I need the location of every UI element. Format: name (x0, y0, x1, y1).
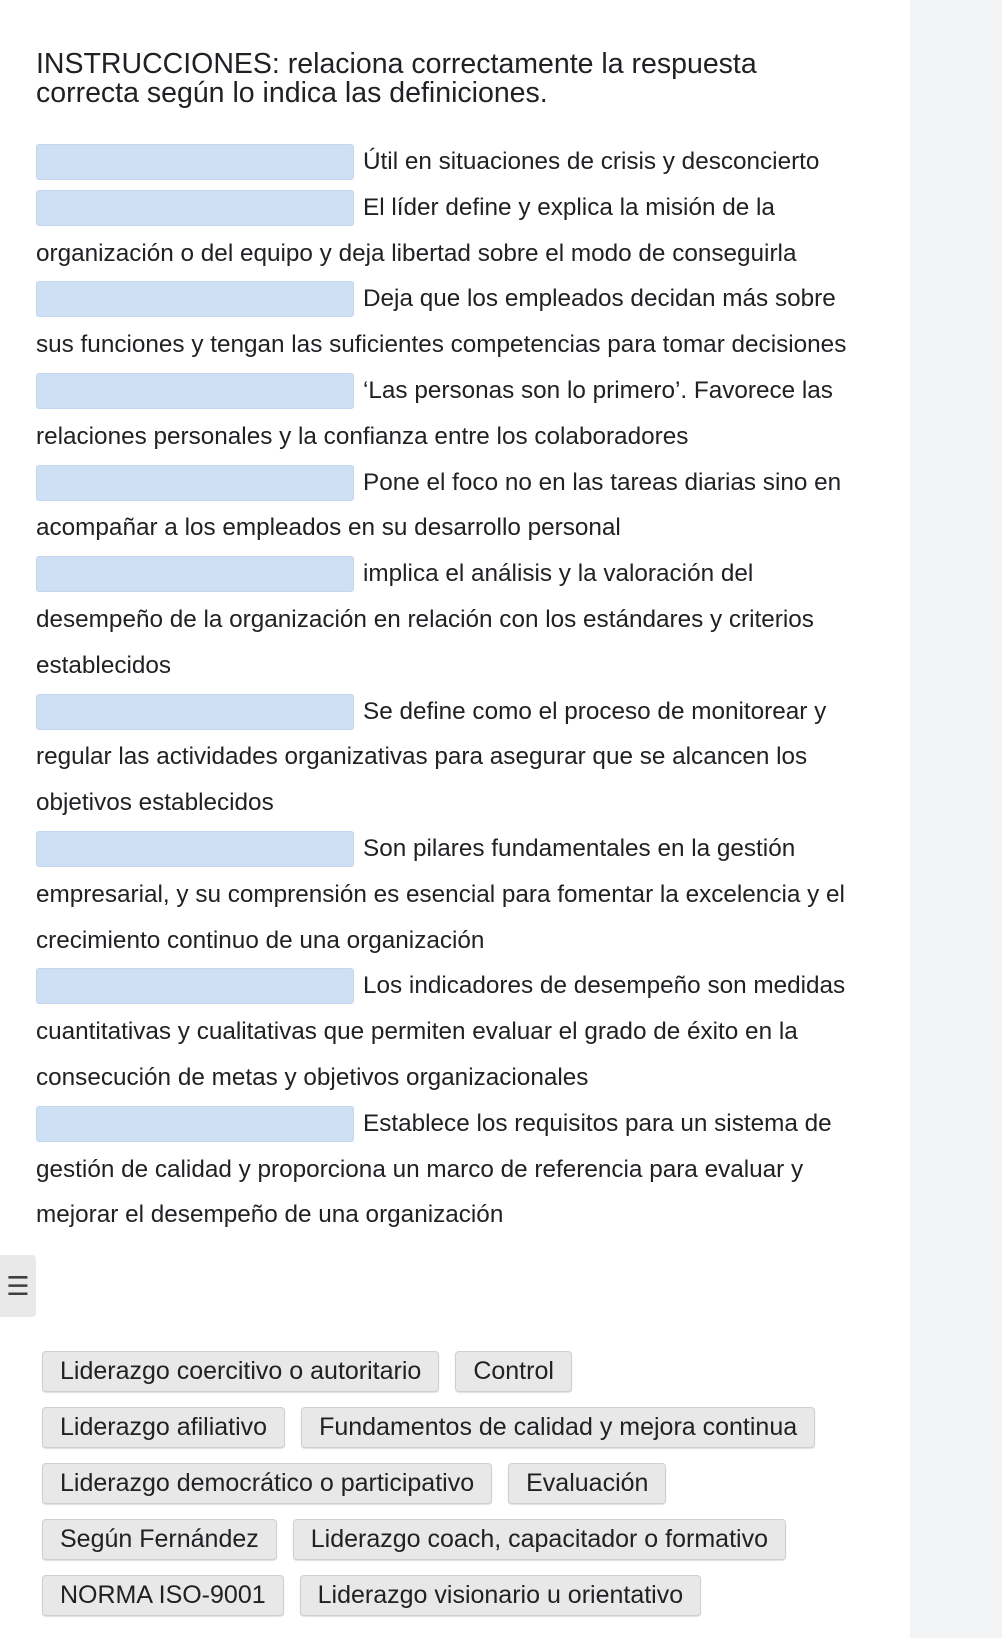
right-panel (910, 0, 1002, 1638)
option-chip[interactable]: Según Fernández (42, 1519, 277, 1560)
drop-zone[interactable] (36, 694, 354, 730)
drop-zone[interactable] (36, 556, 354, 592)
drop-zone[interactable] (36, 831, 354, 867)
definition-text: Los indicadores de desempeño son medidas cuantitativas y cualitativas que permiten evaluar el grado de éxito en la consecución de metas y objetivos organizacionales (36, 972, 846, 1091)
definition-text: Se define como el proceso de monitorear y regular las actividades organizativas para asegurar que se alcancen los objetivos establecidos (36, 697, 827, 817)
definition-text: ‘Las personas son lo primero’. Favorece las relaciones personales y la confianza entre los colaboradores (36, 376, 833, 450)
option-chip[interactable]: Liderazgo coach, capacitador o formativo (293, 1519, 786, 1560)
option-chip[interactable]: Control (455, 1351, 572, 1392)
option-chip[interactable]: Liderazgo democrático o participativo (42, 1463, 492, 1504)
option-chip[interactable]: Liderazgo coercitivo o autoritario (42, 1351, 439, 1392)
answer-options (42, 1351, 872, 1631)
definition-item (36, 689, 866, 826)
definition-item (36, 963, 866, 1100)
menu-handle-icon[interactable]: ☰ (0, 1255, 36, 1317)
definition-text: implica el análisis y la valoración del desempeño de la organización en relación con los estándares y criterios establecidos (36, 560, 814, 679)
definition-item (36, 139, 866, 185)
option-chip[interactable]: Evaluación (508, 1463, 666, 1504)
definition-text: Establece los requisitos para un sistema de gestión de calidad y proporciona un marco de referencia para evaluar y mejorar el desempeño de una organización (36, 1109, 832, 1229)
option-chip[interactable]: Liderazgo afiliativo (42, 1407, 285, 1448)
drop-zone[interactable] (36, 144, 354, 180)
drop-zone[interactable] (36, 1106, 354, 1142)
option-chip[interactable]: Fundamentos de calidad y mejora continua (301, 1407, 815, 1448)
option-chip[interactable]: NORMA ISO-9001 (42, 1575, 284, 1616)
definition-item (36, 551, 866, 688)
drop-zone[interactable] (36, 465, 354, 501)
definition-text: Son pilares fundamentales en la gestión empresarial, y su comprensión es esencial para fomentar la excelencia y el crecimiento continuo de una organización (36, 834, 845, 954)
option-row (42, 1407, 872, 1448)
definition-text: El líder define y explica la misión de la organización o del equipo y deja libertad sobre el modo de conseguirla (36, 193, 797, 267)
drop-zone[interactable] (36, 281, 354, 317)
drop-zone[interactable] (36, 968, 354, 1004)
definition-text: Deja que los empleados decidan más sobre sus funciones y tengan las suficientes competencias para tomar decisiones (36, 285, 847, 359)
option-row (42, 1519, 872, 1560)
definition-item (36, 460, 866, 552)
definition-list (36, 139, 866, 1238)
option-row (42, 1575, 872, 1616)
drop-zone[interactable] (36, 190, 354, 226)
definition-item (36, 368, 866, 460)
definition-item (36, 1101, 866, 1238)
definition-item (36, 185, 866, 277)
instructions-text: INSTRUCCIONES: relaciona correctamente la respuesta correcta según lo indica las definiciones. (36, 48, 757, 109)
option-chip[interactable]: Liderazgo visionario u orientativo (300, 1575, 702, 1616)
definition-item (36, 276, 866, 368)
definition-text: Útil en situaciones de crisis y desconcierto (363, 148, 820, 175)
drop-zone[interactable] (36, 373, 354, 409)
option-row (42, 1463, 872, 1504)
option-row (42, 1351, 872, 1392)
definition-item (36, 826, 866, 963)
definition-text: Pone el foco no en las tareas diarias sino en acompañar a los empleados en su desarrollo personal (36, 468, 842, 542)
